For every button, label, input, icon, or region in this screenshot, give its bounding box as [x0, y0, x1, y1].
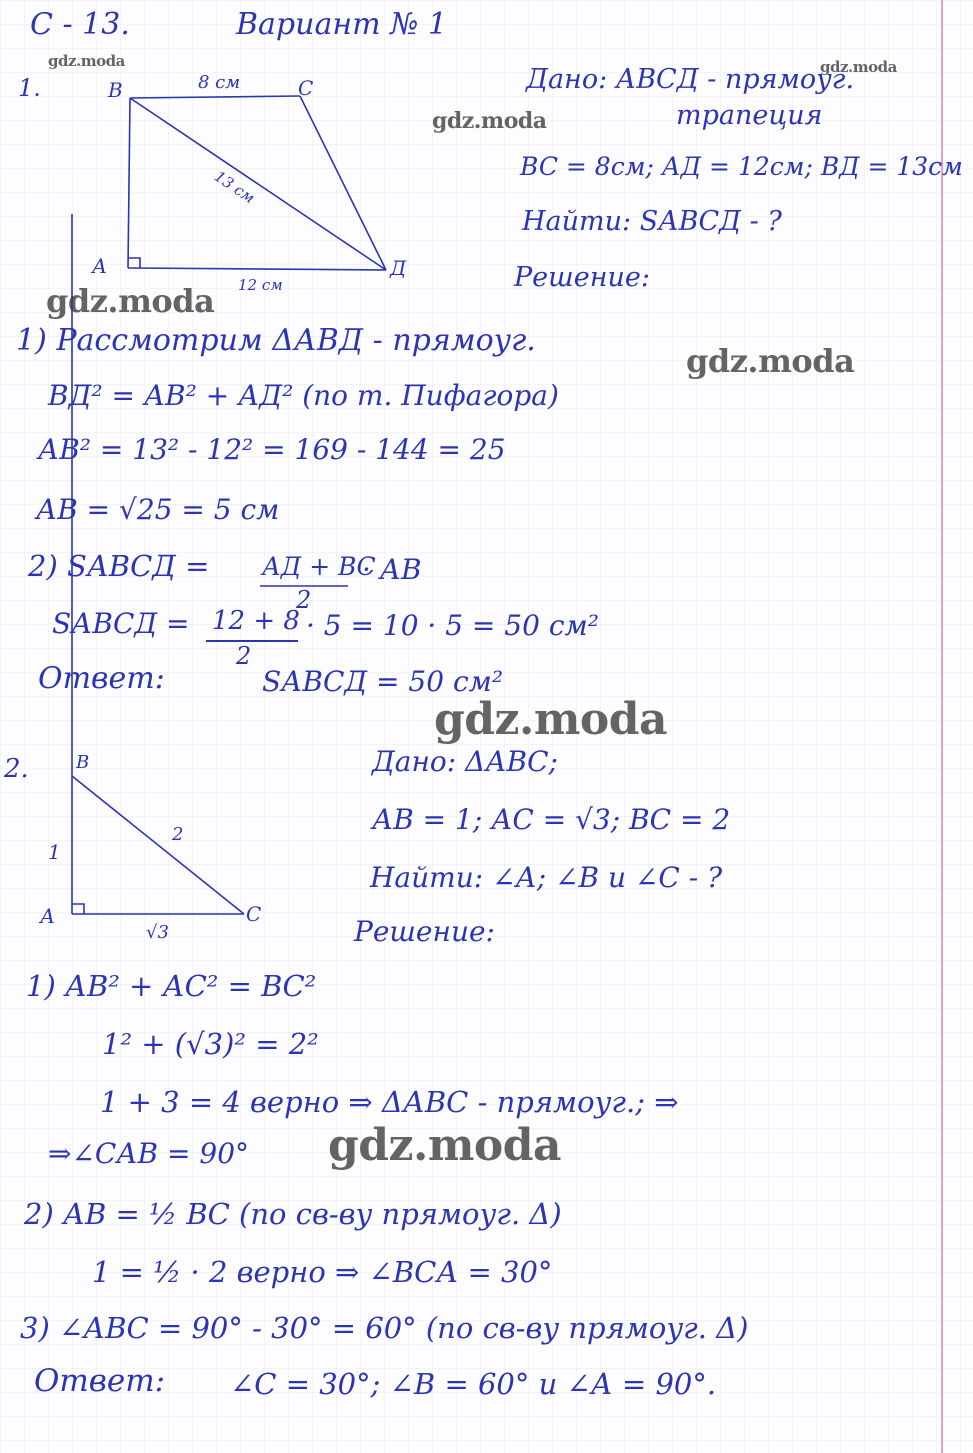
vertex-label-b: B [108, 78, 123, 102]
exercise-number: С - 13. [30, 7, 130, 42]
task1-step6-suffix: · 5 = 10 · 5 = 50 см² [306, 609, 599, 642]
triangle-bc-length: 2 [172, 824, 184, 845]
watermark: gdz.moda [686, 342, 855, 380]
task1-solution-label: Решение: [514, 262, 650, 293]
task1-step5-prefix: 2) SАВСД = [28, 549, 210, 583]
task2-step3: 1 + 3 = 4 верно ⇒ ΔАВС - прямоуг.; ⇒ [100, 1085, 679, 1119]
task1-given-line3: BC = 8см; АД = 12см; ВД = 13см [520, 152, 963, 181]
triangle-label-a: А [40, 904, 56, 928]
task2-given-line2: АВ = 1; АС = √3; ВС = 2 [372, 803, 731, 836]
task2-step7: 3) ∠АВС = 90° - 30° = 60° (по св-ву прямоуг. Δ) [20, 1311, 749, 1345]
watermark: gdz.moda [820, 58, 897, 76]
trapezoid-side-ad [128, 268, 386, 270]
trapezoid-diagonal-bd [130, 98, 386, 270]
task1-step6-prefix: SАВСД = [52, 607, 190, 640]
right-angle-mark-a [128, 258, 140, 268]
watermark: gdz.moda [432, 108, 547, 134]
diagonal-bd-length: 13 см [211, 167, 259, 208]
watermark: gdz.moda [48, 52, 125, 70]
side-ad-length: 12 см [238, 276, 283, 294]
task2-step5: 2) АВ = ½ ВС (по св-ву прямоуг. Δ) [24, 1197, 562, 1231]
triangle-ab-length: 1 [48, 840, 61, 864]
task1-step1: 1) Рассмотрим ΔАВД - прямоуг. [16, 323, 536, 358]
task2-number: 2. [4, 754, 29, 784]
triangle-side-bc [72, 776, 244, 914]
task1-step5-suffix: · АВ [362, 553, 422, 586]
task1-given-line1: Дано: АВСД - прямоуг. [526, 64, 855, 95]
task2-step2: 1² + (√3)² = 2² [102, 1027, 319, 1061]
task2-find: Найти: ∠А; ∠В и ∠С - ? [370, 861, 723, 894]
task1-step2: ВД² = АВ² + АД² (по т. Пифагора) [48, 379, 559, 412]
task2-step4: ⇒∠САВ = 90° [48, 1137, 250, 1170]
triangle-label-c: C [246, 902, 262, 926]
vertex-label-a: А [92, 254, 108, 278]
side-bc-length: 8 см [198, 72, 241, 93]
trapezoid-side-bc [130, 96, 300, 98]
triangle-label-b: B [76, 752, 90, 773]
task1-given-line2: трапеция [676, 100, 823, 131]
task1-number: 1. [18, 74, 41, 102]
triangle-ac-length: √3 [146, 922, 169, 943]
task2-step6: 1 = ½ · 2 верно ⇒ ∠ВСА = 30° [92, 1255, 553, 1289]
task1-step6-denominator: 2 [236, 642, 252, 670]
task2-answer-value: ∠С = 30°; ∠В = 60° и ∠А = 90°. [230, 1367, 717, 1401]
task2-step1: 1) АВ² + АС² = ВС² [26, 969, 317, 1003]
task1-step5-denominator: 2 [296, 586, 312, 614]
task1-step5-numerator: АД + ВС [262, 552, 376, 581]
trapezoid-side-ab [128, 98, 130, 268]
vertex-label-c: C [298, 76, 314, 100]
trapezoid-side-cd [300, 96, 386, 270]
right-angle-mark-triangle [72, 904, 84, 914]
variant-title: Вариант № 1 [236, 7, 448, 42]
fraction-bar-2 [206, 640, 298, 642]
task2-solution-label: Решение: [354, 915, 495, 948]
task1-step3: АВ² = 13² - 12² = 169 - 144 = 25 [38, 433, 506, 466]
task1-step4: АВ = √25 = 5 см [36, 493, 280, 526]
watermark: gdz.moda [328, 1120, 562, 1171]
task2-answer-label: Ответ: [34, 1363, 166, 1399]
watermark: gdz.moda [46, 282, 215, 320]
watermark: gdz.moda [434, 694, 668, 745]
task1-step6-numerator: 12 + 8 [212, 606, 300, 636]
vertex-label-d: Д [390, 256, 407, 280]
task2-given-line1: Дано: ΔАВС; [372, 745, 558, 778]
task1-answer-label: Ответ: [38, 661, 165, 696]
task1-find: Найти: SАВСД - ? [522, 206, 782, 237]
task1-answer-value: SАВСД = 50 см² [262, 665, 504, 698]
